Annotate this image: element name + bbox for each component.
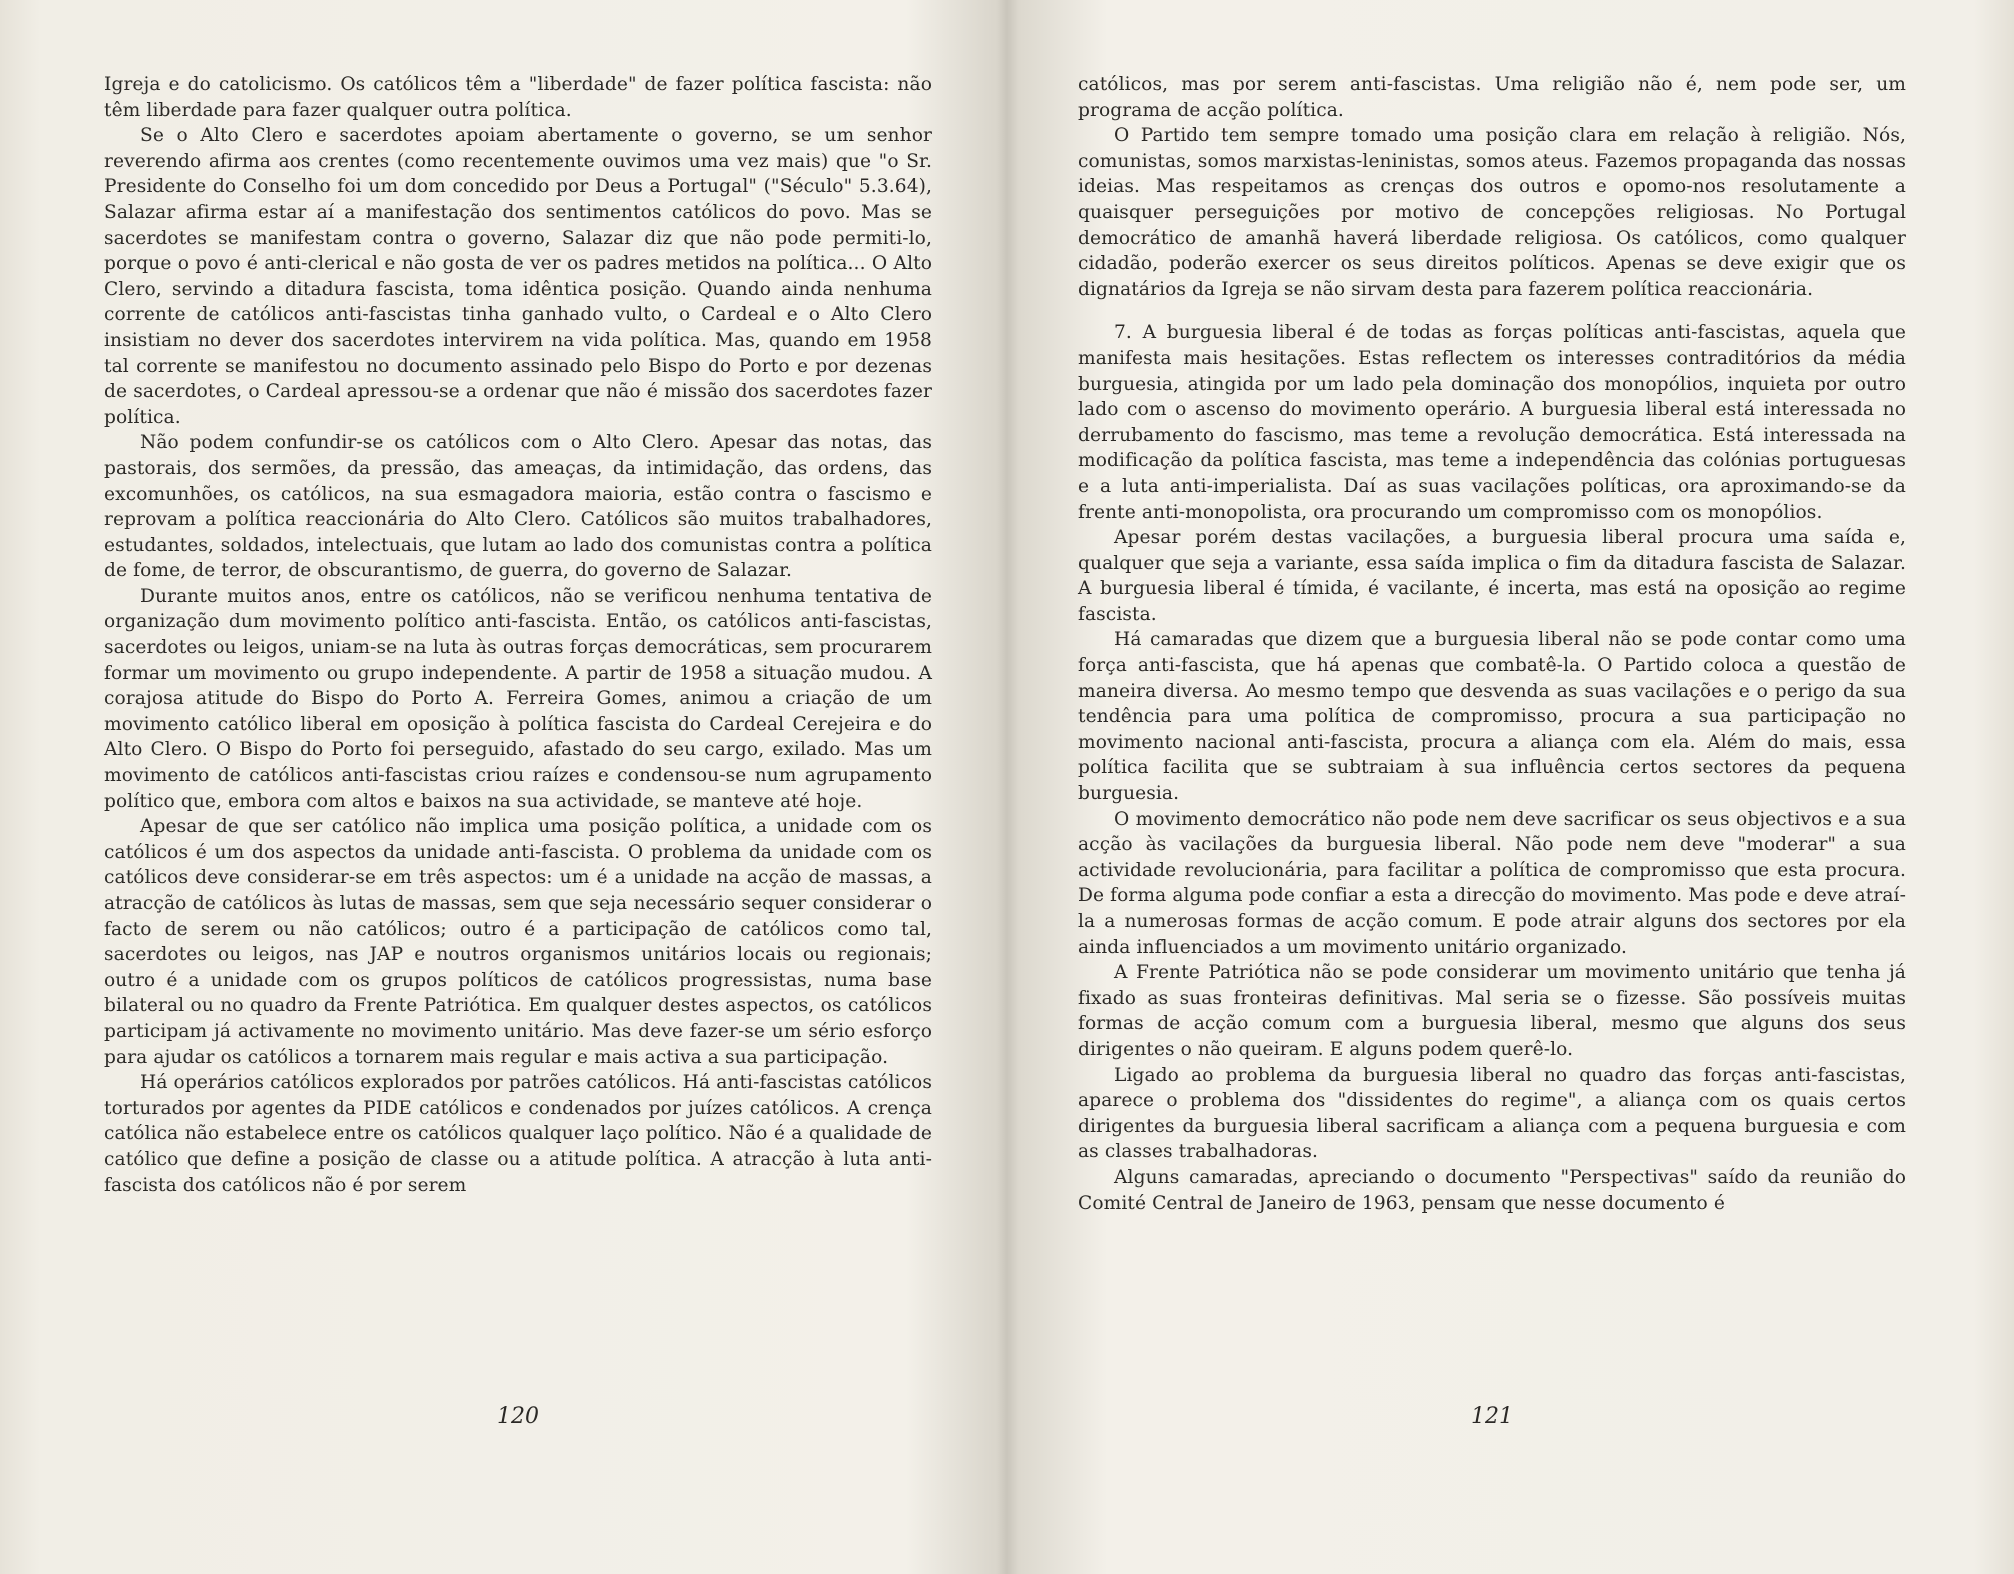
paragraph: católicos, mas por serem anti-fascistas. Uma religião não é, nem pode ser, um programa de acção política. bbox=[1078, 74, 1906, 121]
left-page bbox=[104, 72, 932, 1542]
paragraph: Não podem confundir-se os católicos com o Alto Clero. Apesar das notas, das pastorais, dos sermões, da pressão, das ameaças, da intimidação, das ordens, das excomunhões, os católicos, na sua esmagadora maioria, estão contra o fascismo e reprovam a política reaccionária do Alto Clero. Católicos são muitos trabalhadores, estudantes, soldados, intelectuais, que lutam ao lado dos comunistas contra a política de fome, de terror, de obscurantismo, de guerra, do governo de Salazar. bbox=[104, 432, 932, 582]
right-page-text bbox=[1078, 72, 1906, 1216]
page-number: 121 bbox=[1471, 1404, 1513, 1429]
section-paragraph: 7. A burguesia liberal é de todas as forças políticas anti-fascistas, aquela que manifesta mais hesitações. Estas reflectem os interesses contraditórios da média burguesia, atingida por um lado pela dominação dos monopólios, inquieta por outro lado com o ascenso do movimento operário. A burguesia liberal está interessada no derrubamento do fascismo, mas teme a revolução democrática. Está interessada na modificação da política fascista, mas teme a independência das colónias portuguesas e a luta anti-imperialista. Daí as suas vacilações políticas, ora aproximando-se da frente anti-monopolista, ora procurando um compromisso com os monopólios. bbox=[1078, 322, 1906, 523]
paragraph: Há operários católicos explorados por patrões católicos. Há anti-fascistas católicos torturados por agentes da PIDE católicos e condenados por juízes católicos. A crença católica não estabelece entre os católicos qualquer laço político. Não é a qualidade de católico que define a posição de classe ou a atitude política. A atracção à luta anti-fascista dos católicos não é por serem bbox=[104, 1072, 932, 1196]
page-number: 120 bbox=[497, 1404, 539, 1429]
paragraph: Alguns camaradas, apreciando o documento "Perspectivas" saído da reunião do Comité Central de Janeiro de 1963, pensam que nesse documento é bbox=[1078, 1166, 1906, 1214]
paragraph: Apesar porém destas vacilações, a burguesia liberal procura uma saída e, qualquer que seja a variante, essa saída implica o fim da ditadura fascista de Salazar. A burguesia liberal é tímida, é vacilante, é incerta, mas está na oposição ao regime fascista. bbox=[1078, 527, 1906, 625]
left-page-text bbox=[104, 72, 932, 1198]
paragraph: A Frente Patriótica não se pode considerar um movimento unitário que tenha já fixado as suas fronteiras definitivas. Mal seria se o fizesse. São possíveis muitas formas de acção comum com a burguesia liberal, mesmo que alguns dos seus dirigentes o não queiram. E alguns podem querê-lo. bbox=[1078, 962, 1906, 1060]
paragraph: Ligado ao problema da burguesia liberal no quadro das forças anti-fascistas, aparece o problema dos "dissidentes do regime", a aliança com os quais certos dirigentes da burguesia liberal sacrificam a aliança com a pequena burguesia e com as classes trabalhadoras. bbox=[1078, 1064, 1906, 1163]
paragraph: Há camaradas que dizem que a burguesia liberal não se pode contar como uma força anti-fascista, que há apenas que combatê-la. O Partido coloca a questão de maneira diversa. Ao mesmo tempo que desvenda as suas vacilações e o perigo da sua tendência para uma política de compromisso, procura a sua participação no movimento nacional anti-fascista, procura a aliança com ela. Além do mais, essa política facilita que se subtraiam à sua influência certos sectores da pequena burguesia. bbox=[1078, 629, 1906, 805]
paragraph: Se o Alto Clero e sacerdotes apoiam abertamente o governo, se um senhor reverendo afirma aos crentes (como recentemente ouvimos uma vez mais) que "o Sr. Presidente do Conselho foi um dom concedido por Deus a Portugal" ("Século" 5.3.64), Salazar afirma estar aí a manifestação dos sentimentos católicos do povo. Mas se sacerdotes se manifestam contra o governo, Salazar diz que não pode permiti-lo, porque o povo é anti-clerical e não gosta de ver os padres metidos na política... O Alto Clero, servindo a ditadura fascista, toma idêntica posição. Quando ainda nenhuma corrente de católicos anti-fascistas tinha ganhado vulto, o Cardeal e o Alto Clero insistiam no dever dos sacerdotes intervirem na vida política. Mas, quando em 1958 tal corrente se manifestou no documento assinado pelo Bispo do Porto e por dezenas de sacerdotes, o Cardeal apressou-se a ordenar que não é missão dos sacerdotes fazer política. bbox=[104, 125, 932, 428]
paragraph: Apesar de que ser católico não implica uma posição política, a unidade com os católicos é um dos aspectos da unidade anti-fascista. O problema da unidade com os católicos deve considerar-se em três aspectos: um é a unidade na acção de massas, a atracção de católicos às lutas de massas, sem que seja necessário sequer considerar o facto de serem ou não católicos; outro é a participação de católicos como tal, sacerdotes ou leigos, nas JAP e noutros organismos unitários locais ou regionais; outro é a unidade com os grupos políticos de católicos progressistas, numa base bilateral ou no quadro da Frente Patriótica. Em qualquer destes aspectos, os católicos participam já activamente no movimento unitário. Mas deve fazer-se um sério esforço para ajudar os católicos a tornarem mais regular e mais activa a sua participação. bbox=[104, 816, 932, 1068]
paragraph: Durante muitos anos, entre os católicos, não se verificou nenhuma tentativa de organização dum movimento político anti-fascista. Então, os católicos anti-fascistas, sacerdotes ou leigos, uniam-se na luta às outras forças democráticas, sem procurarem formar um movimento ou grupo independente. A partir de 1958 a situação mudou. A corajosa atitude do Bispo do Porto A. Ferreira Gomes, animou a criação de um movimento católico liberal em oposição à política fascista do Cardeal Cerejeira e do Alto Clero. O Bispo do Porto foi perseguido, afastado do seu cargo, exilado. Mas um movimento de católicos anti-fascistas criou raízes e condensou-se num agrupamento político que, embora com altos e baixos na sua actividade, se manteve até hoje. bbox=[104, 585, 932, 812]
right-page bbox=[1078, 72, 1906, 1542]
paragraph: O Partido tem sempre tomado uma posição clara em relação à religião. Nós, comunistas, somos marxistas-leninistas, somos ateus. Fazemos propaganda das nossas ideias. Mas respeitamos as crenças dos outros e opomo-nos resolutamente a quaisquer perseguições por motivo de concepções religiosas. No Portugal democrático de amanhã haverá liberdade religiosa. Os católicos, como qualquer cidadão, poderão exercer os seus direitos políticos. Apenas se deve exigir que os dignatários da Igreja se não sirvam desta para fazerem política reaccionária. bbox=[1078, 125, 1906, 300]
paragraph: Igreja e do catolicismo. Os católicos têm a "liberdade" de fazer política fascista: não têm liberdade para fazer qualquer outra política. bbox=[104, 74, 932, 121]
paragraph: O movimento democrático não pode nem deve sacrificar os seus objectivos e a sua acção às vacilações da burguesia liberal. Não pode nem deve "moderar" a sua actividade revolucionária, para facilitar a política de compromisso que esta procura. De forma alguma pode confiar a esta a direcção do movimento. Mas pode e deve atraí-la a numerosas formas de acção comum. E pode atrair alguns dos sectores por ela ainda influenciados a um movimento unitário organizado. bbox=[1078, 808, 1906, 958]
